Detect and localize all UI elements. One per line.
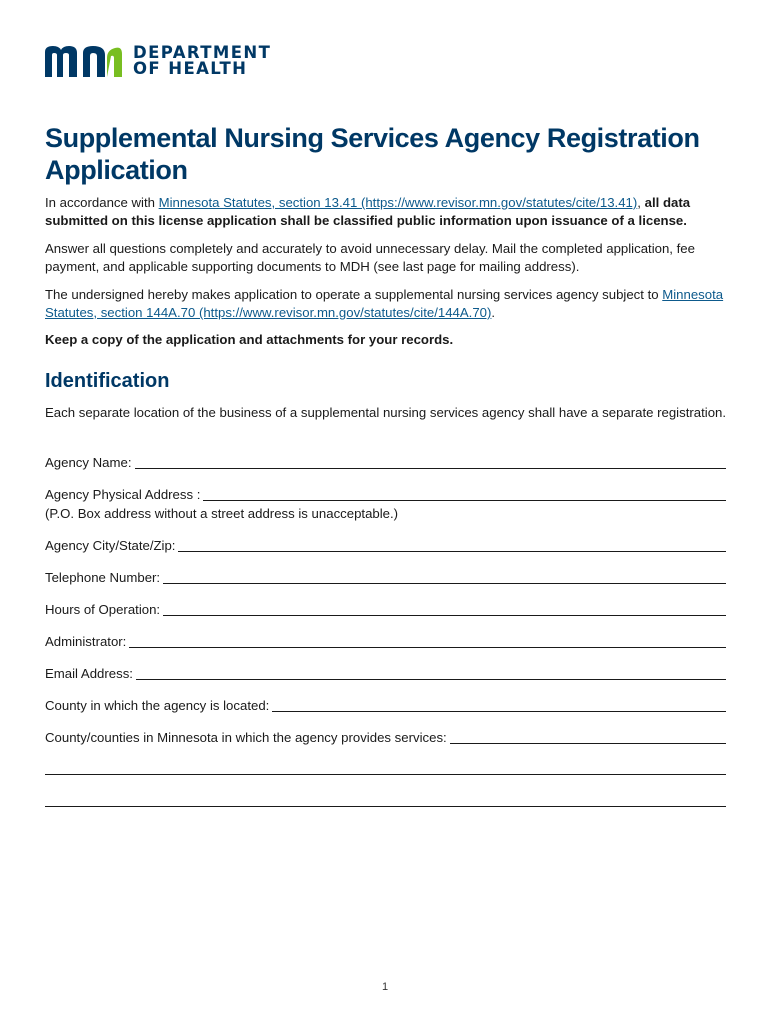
email-field <box>45 665 726 683</box>
intro-paragraph-2: Answer all questions completely and accurately to avoid unnecessary delay. Mail the completed application, fee payment, and applicable supporting documents to MDH (see last page for mailing address). <box>45 241 695 274</box>
statute-13-41-link[interactable]: Minnesota Statutes, section 13.41 (https://www.revisor.mn.gov/statutes/cite/13.41) <box>158 195 638 210</box>
city-state-zip-field <box>45 537 726 555</box>
county-field <box>45 697 726 715</box>
hours-input-line[interactable] <box>163 602 726 616</box>
intro-p3-suffix: . <box>491 305 496 320</box>
city-state-zip-input-line[interactable] <box>178 538 726 552</box>
physical-address-label: Agency Physical Address : <box>45 487 201 502</box>
administrator-input-line[interactable] <box>129 634 726 648</box>
physical-address-input-line[interactable] <box>203 487 726 501</box>
minnesota-mn-logo-icon <box>45 44 123 78</box>
keep-copy-note <box>45 331 727 349</box>
email-label: Email Address: <box>45 666 133 681</box>
telephone-label: Telephone Number: <box>45 570 161 585</box>
counties-served-label: County/counties in Minnesota in which the agency provides services: <box>45 730 447 745</box>
intro-p1-comma: , <box>637 195 641 210</box>
intro-paragraph-3 <box>45 286 727 322</box>
agency-name-input-line[interactable] <box>135 455 727 469</box>
po-box-note: (P.O. Box address without a street address is unacceptable.) <box>45 506 399 521</box>
city-state-zip-label: Agency City/State/Zip: <box>45 538 176 553</box>
telephone-input-line[interactable] <box>163 570 726 584</box>
logo-text <box>133 45 271 77</box>
statute-144a-70-link[interactable]: Minnesota Statutes, section 144A.70 (https://www.revisor.mn.gov/statutes/cite/144A.70) <box>45 287 724 320</box>
intro-paragraph-1 <box>45 194 727 230</box>
identification-description: Each separate location of the business of a supplemental nursing services agency shall have a separate registration. <box>45 405 727 420</box>
intro-p1-prefix: In accordance with <box>45 195 159 210</box>
counties-served-extra-line-2[interactable] <box>45 806 726 807</box>
department-of-health-logo <box>45 44 271 78</box>
counties-served-input-line[interactable] <box>450 730 726 744</box>
intro-p1-bold: all data submitted on this license application shall be classified public information upon issuance of a license. <box>45 195 691 228</box>
email-input-line[interactable] <box>136 666 726 680</box>
county-label: County in which the agency is located: <box>45 698 270 713</box>
page-title: Supplemental Nursing Services Agency Registration Application <box>45 123 700 185</box>
keep-copy-text: Keep a copy of the application and attachments for your records. <box>45 332 454 347</box>
administrator-label: Administrator: <box>45 634 127 649</box>
telephone-field <box>45 569 726 587</box>
page-number: 1 <box>381 981 389 993</box>
administrator-field <box>45 633 726 651</box>
agency-name-label: Agency Name: <box>45 455 132 470</box>
identification-heading: Identification <box>45 370 170 392</box>
logo-line-1: DEPARTMENT <box>133 43 272 62</box>
counties-served-extra-line-1[interactable] <box>45 774 726 775</box>
physical-address-field <box>45 486 726 504</box>
county-input-line[interactable] <box>272 698 726 712</box>
logo-line-2: OF HEALTH <box>133 59 248 78</box>
hours-label: Hours of Operation: <box>45 602 161 617</box>
hours-field <box>45 601 726 619</box>
agency-name-field <box>45 454 726 472</box>
counties-served-field <box>45 729 726 747</box>
intro-p3-prefix: The undersigned hereby makes application to operate a supplemental nursing services agency subject to <box>45 287 663 302</box>
